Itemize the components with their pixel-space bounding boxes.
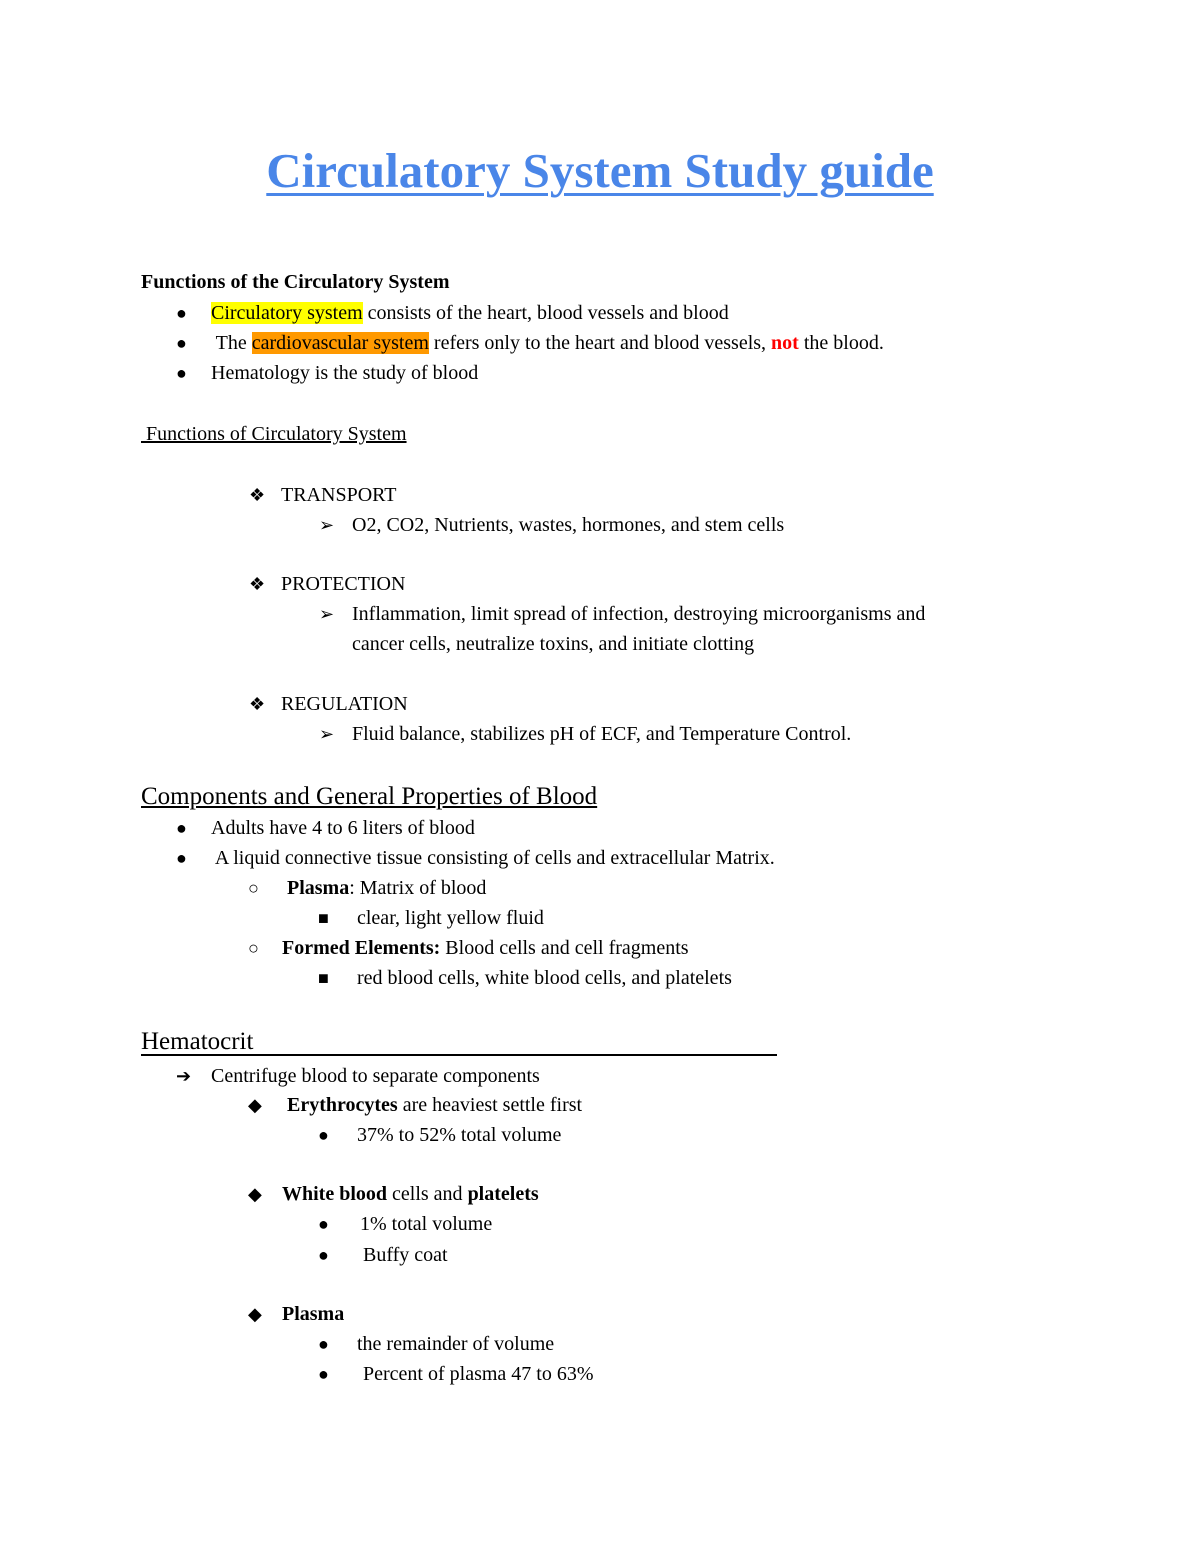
diamond-icon: ◆ — [248, 1095, 262, 1115]
list-item: Buffy coat — [358, 1244, 448, 1266]
bullet-icon: ● — [176, 303, 187, 323]
emphasis-text: not — [771, 332, 799, 354]
list-item-plasma: Plasma: Matrix of blood — [287, 877, 487, 899]
circle-bullet-icon: ○ — [248, 938, 259, 958]
bullet-icon: ● — [318, 1125, 329, 1145]
diamond-outline-icon: ❖ — [249, 485, 266, 505]
bullet-icon: ● — [318, 1364, 329, 1384]
bullet-icon: ● — [176, 363, 187, 383]
square-bullet-icon: ■ — [318, 908, 329, 928]
list-item: Hematology is the study of blood — [211, 362, 479, 384]
arrow-right-icon: ➔ — [176, 1066, 192, 1086]
list-item: Fluid balance, stabilizes pH of ECF, and Temperature Control. — [352, 723, 852, 745]
bullet-icon: ● — [176, 848, 187, 868]
list-item-regulation: REGULATION — [281, 693, 408, 715]
page-title: Circulatory System Study guide — [266, 143, 934, 198]
diamond-icon: ◆ — [248, 1184, 262, 1204]
section-heading-functions-2: Functions of Circulatory System — [141, 423, 407, 445]
section-heading-hematocrit: Hematocrit — [141, 1028, 254, 1055]
bullet-icon: ● — [318, 1245, 329, 1265]
list-item: O2, CO2, Nutrients, wastes, hormones, and stem cells — [352, 514, 785, 536]
list-item: Centrifuge blood to separate components — [211, 1065, 540, 1087]
list-item: cancer cells, neutralize toxins, and initiate clotting — [352, 633, 755, 655]
list-item: 37% to 52% total volume — [357, 1124, 562, 1146]
list-item: A liquid connective tissue consisting of cells and extracellular Matrix. — [211, 847, 775, 869]
list-item: the remainder of volume — [357, 1333, 555, 1355]
circle-bullet-icon: ○ — [248, 878, 259, 898]
highlighted-term: cardiovascular system — [251, 332, 429, 354]
diamond-outline-icon: ❖ — [249, 574, 266, 594]
highlighted-term: Circulatory system — [211, 302, 363, 324]
arrowhead-icon: ➢ — [319, 724, 335, 744]
list-item-white-blood-cells: White blood cells and platelets — [282, 1183, 539, 1205]
bullet-icon: ● — [318, 1214, 329, 1234]
list-item-formed-elements: Formed Elements: Blood cells and cell fragments — [282, 937, 689, 959]
list-item: Circulatory system consists of the heart, blood vessels and blood — [211, 302, 729, 324]
arrowhead-icon: ➢ — [319, 515, 335, 535]
section-heading-components: Components and General Properties of Blood — [141, 783, 598, 810]
list-item: Adults have 4 to 6 liters of blood — [211, 817, 475, 839]
list-item: red blood cells, white blood cells, and platelets — [357, 967, 732, 989]
diamond-outline-icon: ❖ — [249, 694, 266, 714]
list-item: 1% total volume — [360, 1213, 493, 1235]
diamond-icon: ◆ — [248, 1304, 262, 1324]
list-item-plasma-2: Plasma — [282, 1303, 345, 1325]
bullet-icon: ● — [318, 1334, 329, 1354]
list-item: clear, light yellow fluid — [357, 907, 544, 929]
section-heading-functions: Functions of the Circulatory System — [141, 271, 450, 293]
arrowhead-icon: ➢ — [319, 604, 335, 624]
list-item: Percent of plasma 47 to 63% — [358, 1363, 594, 1385]
list-item-protection: PROTECTION — [281, 573, 406, 595]
bullet-icon: ● — [176, 333, 187, 353]
list-item-transport: TRANSPORT — [281, 484, 397, 506]
bullet-icon: ● — [176, 818, 187, 838]
list-item: Inflammation, limit spread of infection, destroying microorganisms and — [352, 603, 926, 625]
list-item-erythrocytes: Erythrocytes are heaviest settle first — [287, 1094, 583, 1116]
heading-underline — [141, 1054, 777, 1056]
square-bullet-icon: ■ — [318, 968, 329, 988]
list-item: The cardiovascular system refers only to the heart and blood vessels, not the blood. — [211, 332, 884, 354]
